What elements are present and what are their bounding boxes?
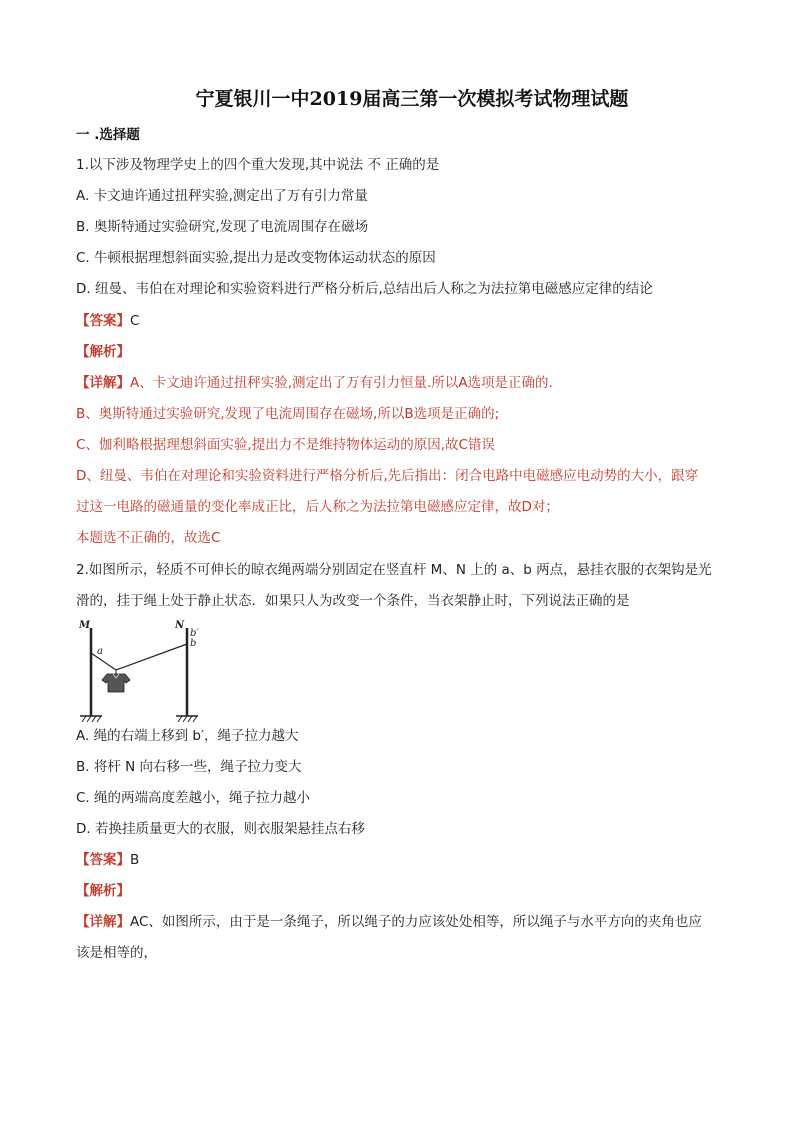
q2-option-a: A. 绳的右端上移到 b′，绳子拉力越大: [76, 728, 299, 744]
label-b-prime: b′: [190, 628, 199, 639]
q2-detail-tag: 【详解】: [76, 914, 130, 930]
q1-detail-line-3: C、伽利略根据理想斜面实验,提出力不是维持物体运动的原因,故C错误: [76, 437, 495, 453]
label-n: N: [175, 620, 185, 631]
clothesline-figure: [76, 616, 204, 722]
q2-detail-line-1: [76, 913, 736, 931]
q1-option-d: D. 纽曼、韦伯在对理论和实验资料进行严格分析后,总结出后人称之为法拉第电磁感应定律的结论: [76, 281, 653, 297]
q1-detail-line-1: [76, 374, 736, 392]
q1-option-b: B. 奥斯特通过实验研究,发现了电流周围存在磁场: [76, 219, 369, 235]
shirt-icon: [102, 674, 130, 692]
label-a: a: [97, 646, 103, 657]
q1-option-c: C. 牛顿根据理想斜面实验,提出力是改变物体运动状态的原因: [76, 250, 436, 266]
q1-detail-line-5: 过这一电路的磁通量的变化率成正比，后人称之为法拉第电磁感应定律，故D对；: [76, 499, 559, 515]
q1-stem: 1.以下涉及物理学史上的四个重大发现,其中说法 不 正确的是: [76, 157, 440, 173]
q1-detail-text-1: A、卡文迪许通过扭秤实验,测定出了万有引力恒量.所以A选项是正确的.: [130, 375, 553, 391]
q1-detail-line-4: D、纽曼、韦伯在对理论和实验资料进行严格分析后,先后指出：闭合电路中电磁感应电动势的大小，跟穿: [76, 468, 699, 484]
q1-detail-line-2: B、奥斯特通过实验研究,发现了电流周围存在磁场,所以B选项是正确的;: [76, 406, 500, 422]
label-b: b: [190, 638, 197, 649]
q1-answer-tag: 【答案】: [76, 313, 130, 329]
rope: [91, 644, 187, 670]
section-heading: 一 .选择题: [76, 127, 140, 143]
q2-option-d: D. 若换挂质量更大的衣服，则衣服架悬挂点右移: [76, 821, 365, 837]
label-m: M: [79, 620, 91, 631]
q1-conclusion: 本题选不正确的，故选C: [76, 530, 221, 546]
q1-option-a: A. 卡文迪许通过扭秤实验,测定出了万有引力常量: [76, 188, 368, 204]
q2-analysis-tag: 【解析】: [76, 883, 130, 899]
page-title: 宁夏银川一中2019届高三第一次模拟考试物理试题: [195, 88, 629, 110]
q2-option-c: C. 绳的两端高度差越小，绳子拉力越小: [76, 790, 311, 806]
q2-answer-value: B: [130, 852, 140, 868]
q2-detail-text-1: AC、如图所示，由于是一条绳子，所以绳子的力应该处处相等，所以绳子与水平方向的夹角也应: [130, 914, 702, 930]
q2-detail-line-2: 该是相等的，: [76, 945, 157, 961]
q2-stem-line-2: 滑的，挂于绳上处于静止状态．如果只人为改变一个条件，当衣架静止时，下列说法正确的是: [76, 593, 630, 609]
q1-detail-tag: 【详解】: [76, 375, 130, 391]
q2-answer: [76, 851, 736, 869]
q1-answer: [76, 312, 736, 330]
q1-analysis-tag: 【解析】: [76, 344, 130, 360]
q2-stem-line-1: 2.如图所示，轻质不可伸长的晾衣绳两端分别固定在竖直杆 M、N 上的 a、b 两点，悬挂衣服的衣架钩是光: [76, 562, 712, 578]
q1-answer-value: C: [130, 313, 140, 329]
q2-option-b: B. 将杆 N 向右移一些，绳子拉力变大: [76, 759, 302, 775]
q2-answer-tag: 【答案】: [76, 852, 130, 868]
